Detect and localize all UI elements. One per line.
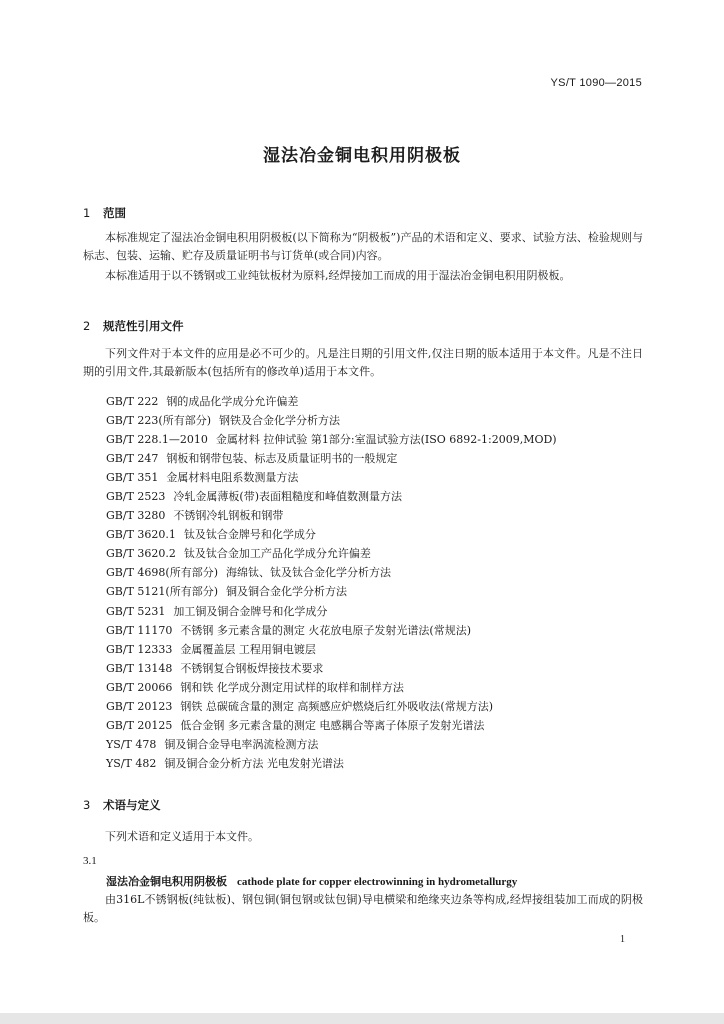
section-3-heading — [83, 797, 161, 813]
page-bottom-edge — [0, 1013, 724, 1024]
reference-code: GB/T 5121(所有部分) — [106, 585, 218, 599]
reference-item — [106, 506, 557, 525]
reference-title: 钢的成品化学成分允许偏差 — [166, 395, 299, 408]
term-entry — [106, 873, 517, 889]
reference-item — [106, 487, 557, 506]
reference-title: 金属材料电阻系数测量方法 — [166, 471, 299, 485]
reference-code: GB/T 11170 — [106, 623, 173, 637]
reference-title: 钢铁 总碳硫含量的测定 高频感应炉燃烧后红外吸收法(常规方法) — [180, 699, 493, 713]
reference-title: 钢板和钢带包装、标志及质量证明书的一般规定 — [166, 452, 398, 466]
section-number: 2 — [83, 319, 91, 333]
terms-intro: 下列术语和定义适用于本文件。 — [105, 830, 259, 843]
section-title: 规范性引用文件 — [103, 319, 184, 333]
term-definition: 由316L不锈钢板(纯钛板)、钢包铜(铜包钢或钛包铜)导电横梁和绝缘夹边条等构成,经焊接组装加工而成的阴极板。 — [83, 893, 643, 924]
reference-title: 钢和铁 化学成分测定用试样的取样和制样方法 — [180, 680, 404, 694]
reference-title: 铜及铜合金化学分析方法 — [226, 585, 347, 599]
reference-code: GB/T 20066 — [106, 680, 173, 694]
reference-item — [106, 411, 557, 430]
reference-title: 不锈钢 多元素含量的测定 火花放电原子发射光谱法(常规法) — [180, 623, 471, 637]
reference-title: 铜及铜合金分析方法 光电发射光谱法 — [164, 756, 344, 770]
reference-item — [106, 621, 557, 640]
reference-title: 不锈钢复合钢板焊接技术要求 — [180, 661, 324, 675]
reference-title: 金属覆盖层 工程用铜电镀层 — [180, 642, 316, 656]
section-number: 1 — [83, 206, 91, 220]
reference-code: GB/T 4698(所有部分) — [106, 566, 218, 580]
reference-code: GB/T 222 — [106, 395, 159, 408]
reference-item — [106, 563, 557, 582]
reference-code: GB/T 5231 — [106, 604, 166, 618]
reference-title: 钛及钛合金牌号和化学成分 — [183, 528, 316, 542]
reference-title: 冷轧金属薄板(带)表面粗糙度和峰值数测量方法 — [173, 490, 402, 504]
reference-code: YS/T 478 — [106, 737, 157, 751]
section-number: 3 — [83, 798, 91, 812]
reference-code: GB/T 351 — [106, 471, 159, 485]
reference-title: 海绵钛、钛及钛合金化学分析方法 — [226, 566, 391, 580]
reference-title: 金属材料 拉伸试验 第1部分:室温试验方法(ISO 6892-1:2009,MOD) — [215, 433, 557, 447]
reference-code: GB/T 2523 — [106, 490, 166, 504]
term-chinese: 湿法冶金铜电积用阴极板 — [106, 875, 227, 888]
term-english: cathode plate for copper electrowinning in hydrometallurgy — [237, 876, 518, 888]
reference-item — [106, 525, 557, 544]
reference-item — [106, 582, 557, 601]
section-title: 范围 — [103, 206, 126, 220]
reference-item — [106, 392, 557, 411]
reference-title: 不锈钢冷轧钢板和钢带 — [173, 509, 284, 523]
reference-code: GB/T 228.1—2010 — [106, 433, 208, 447]
reference-code: GB/T 3620.1 — [106, 528, 176, 542]
reference-item — [106, 430, 557, 449]
section-2-heading — [83, 318, 184, 334]
reference-list — [106, 392, 557, 773]
reference-item — [106, 449, 557, 468]
scope-paragraph-1: 本标准规定了湿法冶金铜电积用阴极板(以下简称为“阴极板”)产品的术语和定义、要求、试验方法、检验规则与标志、包装、运输、贮存及质量证明书与订货单(或合同)内容。 — [83, 231, 643, 262]
scope-paragraph-2: 本标准适用于以不锈钢或工业纯钛板材为原料,经焊接加工而成的用于湿法冶金铜电积用阴极板。 — [105, 269, 571, 282]
references-intro: 下列文件对于本文件的应用是必不可少的。凡是注日期的引用文件,仅注日期的版本适用于本文件。凡是不注日期的引用文件,其最新版本(包括所有的修改单)适用于本文件。 — [83, 347, 643, 378]
reference-item — [106, 678, 557, 697]
reference-title: 铜及铜合金导电率涡流检测方法 — [164, 737, 319, 751]
reference-title: 低合金钢 多元素含量的测定 电感耦合等离子体原子发射光谱法 — [180, 718, 485, 732]
section-1-heading — [83, 205, 126, 221]
standard-code: YS/T 1090—2015 — [550, 77, 642, 89]
reference-code: GB/T 13148 — [106, 661, 173, 675]
reference-code: GB/T 223(所有部分) — [106, 414, 211, 428]
reference-title: 钛及钛合金加工产品化学成分允许偏差 — [183, 547, 371, 561]
reference-item — [106, 544, 557, 563]
reference-code: GB/T 20125 — [106, 718, 173, 732]
reference-item — [106, 716, 557, 735]
reference-item — [106, 697, 557, 716]
reference-code: GB/T 3280 — [106, 509, 166, 523]
reference-item — [106, 468, 557, 487]
document-title: 湿法冶金铜电积用阴极板 — [263, 146, 461, 166]
section-title: 术语与定义 — [103, 798, 161, 812]
reference-code: GB/T 12333 — [106, 642, 173, 656]
reference-item — [106, 735, 557, 754]
term-number: 3.1 — [83, 855, 97, 867]
reference-title: 加工铜及铜合金牌号和化学成分 — [173, 604, 328, 618]
reference-item — [106, 602, 557, 621]
reference-code: GB/T 3620.2 — [106, 547, 176, 561]
reference-code: GB/T 20123 — [106, 699, 173, 713]
reference-item — [106, 659, 557, 678]
reference-code: YS/T 482 — [106, 756, 157, 770]
reference-item — [106, 754, 557, 773]
reference-title: 钢铁及合金化学分析方法 — [219, 414, 340, 428]
reference-item — [106, 640, 557, 659]
reference-code: GB/T 247 — [106, 452, 159, 466]
page-number: 1 — [620, 934, 625, 945]
